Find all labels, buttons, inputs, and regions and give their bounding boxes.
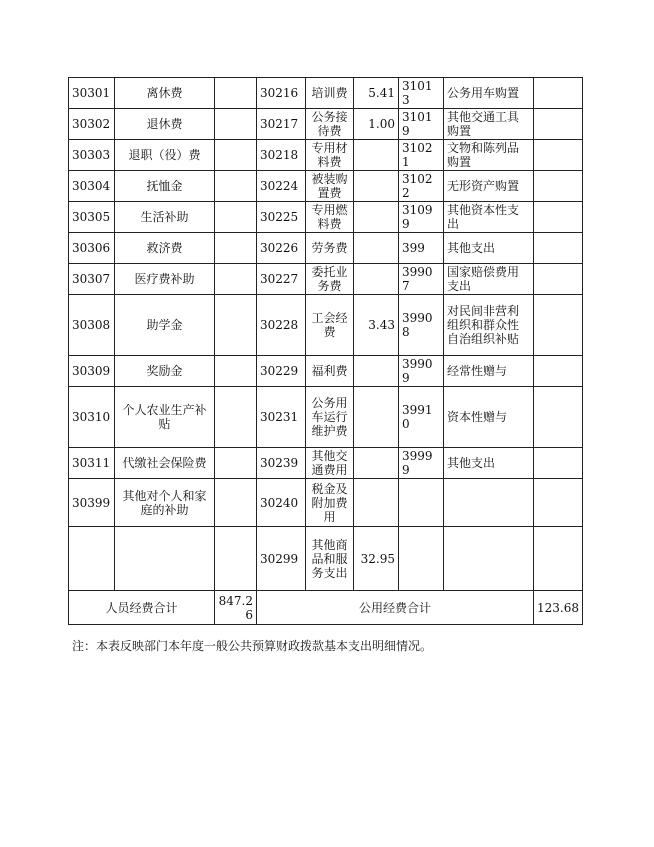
personnel-code [69,527,115,591]
personnel-code: 30311 [69,448,115,479]
capital-name: 其他交通工具购置 [444,109,534,140]
public-code: 30224 [257,171,306,202]
table-row [69,202,583,233]
personnel-code: 30306 [69,233,115,264]
capital-name: 其他资本性支出 [444,202,534,233]
capital-amount [534,109,583,140]
table-row [69,387,583,448]
capital-name: 文物和陈列品购置 [444,140,534,171]
capital-name [444,527,534,591]
capital-name: 其他支出 [444,448,534,479]
public-name: 委托业务费 [306,264,354,295]
expenditure-detail-table [68,77,583,625]
public-amount [354,264,399,295]
public-code: 30217 [257,109,306,140]
public-amount: 5.41 [354,78,399,109]
capital-amount [534,448,583,479]
capital-name: 无形资产购置 [444,171,534,202]
personnel-amount [215,202,257,233]
public-code: 30299 [257,527,306,591]
capital-code: 39999 [399,448,444,479]
capital-amount [534,264,583,295]
personnel-code: 30399 [69,479,115,527]
table-row [69,140,583,171]
public-amount [354,448,399,479]
public-total-label: 公用经费合计 [257,591,534,625]
table-row [69,295,583,356]
table-row [69,78,583,109]
public-amount [354,233,399,264]
personnel-amount [215,356,257,387]
personnel-code: 30304 [69,171,115,202]
capital-name [444,479,534,527]
public-code: 30228 [257,295,306,356]
table-row [69,356,583,387]
capital-amount [534,171,583,202]
public-amount: 3.43 [354,295,399,356]
personnel-amount [215,479,257,527]
capital-code: 31013 [399,78,444,109]
capital-code [399,479,444,527]
public-code: 30240 [257,479,306,527]
capital-amount [534,295,583,356]
personnel-name: 退职（役）费 [115,140,215,171]
capital-amount [534,233,583,264]
table-row [69,448,583,479]
public-amount [354,356,399,387]
public-name: 公务接待费 [306,109,354,140]
table-row [69,233,583,264]
personnel-name: 奖励金 [115,356,215,387]
public-amount [354,479,399,527]
personnel-name: 助学金 [115,295,215,356]
personnel-name: 救济费 [115,233,215,264]
public-name: 劳务费 [306,233,354,264]
personnel-amount [215,448,257,479]
public-name: 税金及附加费用 [306,479,354,527]
public-amount [354,140,399,171]
personnel-amount [215,295,257,356]
table-footnote: 注：本表反映部门本年度一般公共预算财政拨款基本支出明细情况。 [72,639,433,653]
personnel-code: 30307 [69,264,115,295]
capital-name: 国家赔偿费用支出 [444,264,534,295]
public-code: 30239 [257,448,306,479]
personnel-name [115,527,215,591]
public-name: 专用材料费 [306,140,354,171]
capital-code: 31021 [399,140,444,171]
capital-code: 31022 [399,171,444,202]
public-name: 培训费 [306,78,354,109]
capital-amount [534,356,583,387]
personnel-name: 退休费 [115,109,215,140]
personnel-name: 离休费 [115,78,215,109]
personnel-amount [215,140,257,171]
capital-amount [534,387,583,448]
personnel-amount [215,171,257,202]
capital-code [399,527,444,591]
personnel-code: 30308 [69,295,115,356]
public-code: 30216 [257,78,306,109]
personnel-total-value: 847.26 [215,591,257,625]
capital-code: 31019 [399,109,444,140]
personnel-amount [215,109,257,140]
capital-amount [534,527,583,591]
capital-code: 399 [399,233,444,264]
personnel-amount [215,233,257,264]
capital-amount [534,479,583,527]
personnel-name: 其他对个人和家庭的补助 [115,479,215,527]
capital-code: 31099 [399,202,444,233]
public-name: 福利费 [306,356,354,387]
capital-code: 39909 [399,356,444,387]
table-row [69,171,583,202]
public-name: 工会经费 [306,295,354,356]
personnel-code: 30301 [69,78,115,109]
personnel-name: 代缴社会保险费 [115,448,215,479]
public-name: 其他交通费用 [306,448,354,479]
personnel-code: 30302 [69,109,115,140]
table-row [69,527,583,591]
personnel-name: 个人农业生产补贴 [115,387,215,448]
capital-code: 39908 [399,295,444,356]
personnel-code: 30303 [69,140,115,171]
capital-name: 其他支出 [444,233,534,264]
table-row [69,479,583,527]
capital-amount [534,78,583,109]
capital-code: 39907 [399,264,444,295]
personnel-amount [215,387,257,448]
public-amount [354,387,399,448]
personnel-name: 生活补助 [115,202,215,233]
personnel-amount [215,527,257,591]
personnel-amount [215,264,257,295]
personnel-code: 30310 [69,387,115,448]
personnel-code: 30309 [69,356,115,387]
capital-code: 39910 [399,387,444,448]
public-amount [354,202,399,233]
public-code: 30225 [257,202,306,233]
public-amount: 32.95 [354,527,399,591]
personnel-name: 医疗费补助 [115,264,215,295]
table-row [69,109,583,140]
public-amount [354,171,399,202]
capital-name: 经常性赠与 [444,356,534,387]
capital-name: 资本性赠与 [444,387,534,448]
personnel-code: 30305 [69,202,115,233]
public-total-value: 123.68 [534,591,583,625]
public-code: 30227 [257,264,306,295]
personnel-name: 抚恤金 [115,171,215,202]
capital-amount [534,202,583,233]
public-amount: 1.00 [354,109,399,140]
personnel-amount [215,78,257,109]
public-code: 30229 [257,356,306,387]
public-code: 30231 [257,387,306,448]
capital-name: 对民间非营利组织和群众性自治组织补贴 [444,295,534,356]
capital-amount [534,140,583,171]
public-code: 30218 [257,140,306,171]
totals-row [69,591,583,625]
personnel-total-label: 人员经费合计 [69,591,215,625]
table-row [69,264,583,295]
capital-name: 公务用车购置 [444,78,534,109]
public-name: 专用燃料费 [306,202,354,233]
public-name: 公务用车运行维护费 [306,387,354,448]
public-name: 被装购置费 [306,171,354,202]
public-name: 其他商品和服务支出 [306,527,354,591]
public-code: 30226 [257,233,306,264]
